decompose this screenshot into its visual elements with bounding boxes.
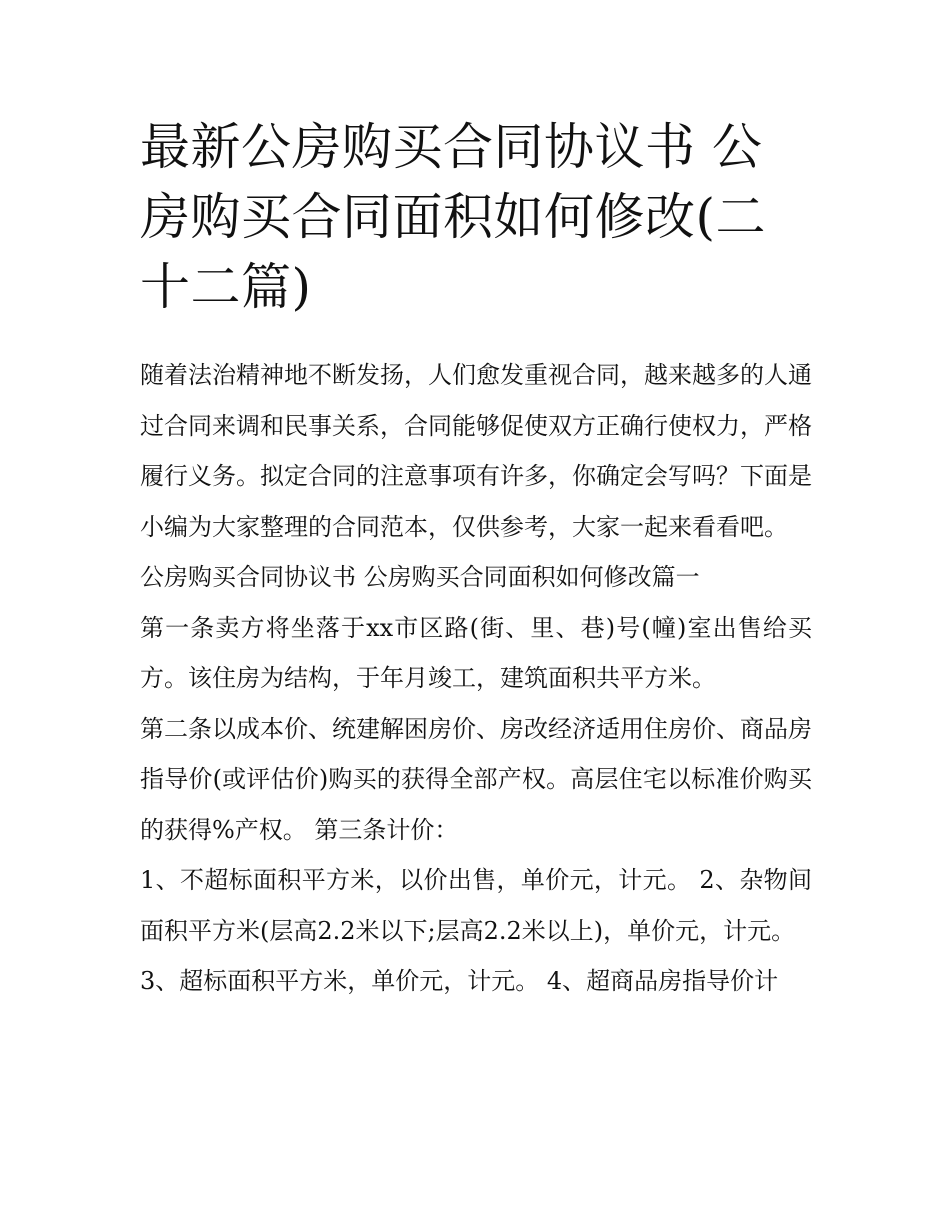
paragraph-item-1-2: 1、不超标面积平方米，以价出售，单价元，计元。 2、杂物间面积平方米(层高2.2米以下;层高2.2米以上)，单价元，计元。	[140, 866, 812, 945]
paragraph-article-2: 第二条以成本价、统建解困房价、房改经济适用住房价、商品房指导价(或评估价)购买的获得全部产权。高层住宅以标准价购买的获得%产权。 第三条计价：	[140, 714, 812, 844]
document-body	[140, 350, 812, 1007]
paragraph-intro: 随着法治精神地不断发扬，人们愈发重视合同，越来越多的人通过合同来调和民事关系，合同能够促使双方正确行使权力，严格履行义务。拟定合同的注意事项有许多，你确定会写吗？下面是小编为大家整理的合同范本，仅供参考，大家一起来看看吧。	[140, 361, 812, 541]
document-page	[140, 112, 812, 1007]
paragraph-section-heading: 公房购买合同协议书 公房购买合同面积如何修改篇一	[140, 563, 700, 591]
paragraph-article-1: 第一条卖方将坐落于xx市区路(街、里、巷)号(幢)室出售给买方。该住房为结构，于年月竣工，建筑面积共平方米。	[140, 613, 812, 692]
document-title: 最新公房购买合同协议书 公房购买合同面积如何修改(二十二篇)	[140, 118, 767, 316]
paragraph-item-3-4: 3、超标面积平方米，单价元，计元。 4、超商品房指导价计	[140, 967, 779, 995]
